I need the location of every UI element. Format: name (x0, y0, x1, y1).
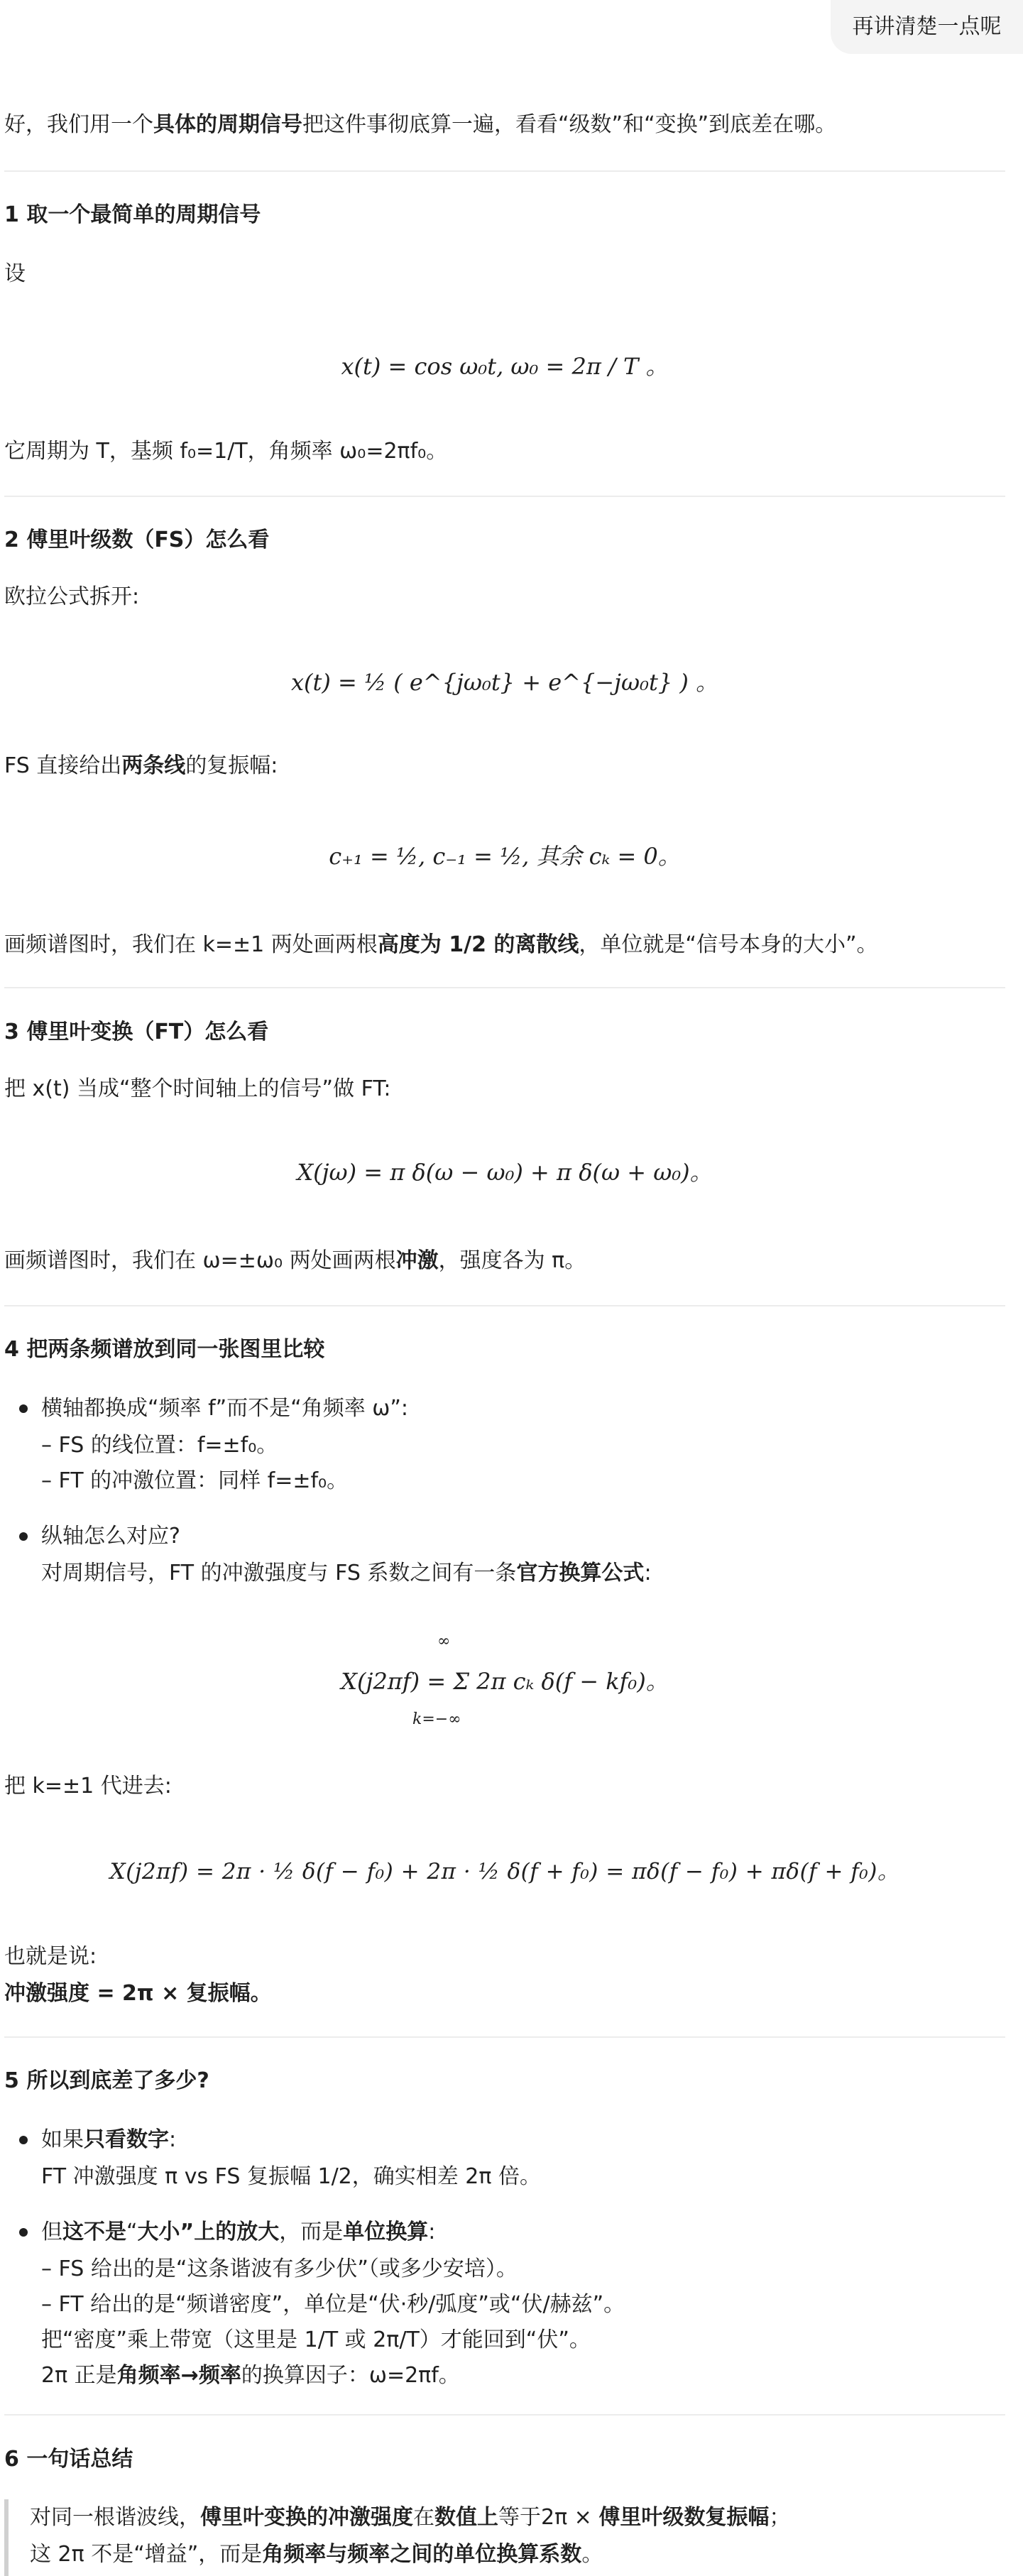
s4-bullet-1: 横轴都换成“频率 f”而不是“角频率 ω”: (41, 1390, 408, 1427)
s4-bullet-1-line-1: – FS 的线位置：f=±f₀。 (41, 1433, 278, 1458)
s2-equation: x(t) = ½ ( e^{jω₀t} + e^{−jω₀t} ) 。 (290, 669, 719, 696)
s4-equation (4, 1633, 1005, 1740)
s5-bullet-1-line-1: FT 冲激强度 π vs FS 复振幅 1/2，确实相差 2π 倍。 (41, 2164, 541, 2189)
s4-sum-top: ∞ (437, 1632, 451, 1650)
s3-draw-text: 画频谱图时，我们在 ω=±ω₀ 两处画两根冲激，强度各为 π。 (4, 1248, 586, 1273)
s4-bullet-2-line-1: 对周期信号，FT 的冲激强度与 FS 系数之间有一条官方换算公式: (41, 1561, 652, 1586)
s1-period-text: 它周期为 T，基频 f₀=1/T，角频率 ω₀=2πf₀。 (4, 439, 448, 464)
divider (4, 496, 1005, 497)
section-title-2: 2 傅里叶级数（FS）怎么看 (4, 528, 270, 552)
s4-conclusion: 冲激强度 = 2π × 复振幅。 (4, 1981, 272, 2006)
summary-line-1: 对同一根谐波线，傅里叶变换的冲激强度在数值上等于2π × 傅里叶级数复振幅； (30, 2505, 791, 2530)
s4-equation-body: X(j2πf) = Σ 2π cₖ δ(f − kf₀)。 (341, 1668, 669, 1695)
s5-bullet-1: 如果只看数字: (41, 2122, 176, 2159)
divider (4, 170, 1005, 172)
summary-quote (4, 2499, 1005, 2576)
section-title-4: 4 把两条频谱放到同一张图里比较 (4, 1337, 325, 1362)
divider (4, 1305, 1005, 1306)
intro-paragraph: 好，我们用一个具体的周期信号把这件事彻底算一遍，看看“级数”和“变换”到底差在哪。 (4, 112, 837, 137)
s2-lead: 欧拉公式拆开: (4, 584, 140, 609)
s2-equation-2: c₊₁ = ½, c₋₁ = ½, 其余 cₖ = 0。 (329, 843, 681, 870)
s2-draw-text: 画频谱图时，我们在 k=±1 两处画两根高度为 1/2 的离散线，单位就是“信号本身的大小”。 (4, 932, 878, 957)
s5-bullet-2-line-2: – FT 给出的是“频谱密度”，单位是“伏·秒/弧度”或“伏/赫兹”。 (41, 2292, 625, 2317)
summary-line-2: 这 2π 不是“增益”，而是角频率与频率之间的单位换算系数。 (30, 2542, 603, 2567)
section-title-3: 3 傅里叶变换（FT）怎么看 (4, 1020, 269, 1044)
s4-also-text: 也就是说: (4, 1944, 97, 1969)
s4-bullet-1-line-2: – FT 的冲激位置：同样 f=±f₀。 (41, 1468, 349, 1493)
s3-equation: X(jω) = π δ(ω − ω₀) + π δ(ω + ω₀)。 (297, 1159, 713, 1186)
divider (4, 2036, 1005, 2038)
s4-substitute-lead: 把 k=±1 代进去: (4, 1774, 172, 1799)
s4-sum-bottom: k=−∞ (412, 1710, 461, 1728)
s5-bullet-2-line-1: – FS 给出的是“这条谐波有多少伏”（或多少安培）。 (41, 2256, 518, 2281)
s4-equation-2: X(j2πf) = 2π · ½ δ(f − f₀) + 2π · ½ δ(f + f₀) = πδ(f − f₀) + πδ(f + f₀)。 (109, 1859, 900, 1884)
s1-lead: 设 (4, 261, 26, 286)
s2-fs-text: FS 直接给出两条线的复振幅: (4, 753, 278, 778)
section-title-5: 5 所以到底差了多少? (4, 2068, 209, 2093)
s5-bullet-2-line-4: 2π 正是角频率→频率的换算因子：ω=2πf。 (41, 2363, 460, 2388)
s1-equation: x(t) = cos ω₀t, ω₀ = 2π / T 。 (341, 353, 669, 380)
s5-bullet-2: 但这不是“大小”上的放大，而是单位换算: (41, 2214, 435, 2251)
section-title-6: 6 一句话总结 (4, 2447, 133, 2472)
user-message-bubble (831, 0, 1023, 54)
divider (4, 2414, 1005, 2416)
s3-lead: 把 x(t) 当成“整个时间轴上的信号”做 FT: (4, 1076, 391, 1101)
s4-bullet-2: 纵轴怎么对应? (41, 1518, 180, 1555)
s5-bullet-2-line-3: 把“密度”乘上带宽（这里是 1/T 或 2π/T）才能回到“伏”。 (41, 2327, 591, 2352)
section-title-1: 1 取一个最简单的周期信号 (4, 202, 261, 227)
user-message-text: 再讲清楚一点呢 (852, 14, 1002, 39)
divider (4, 987, 1005, 988)
